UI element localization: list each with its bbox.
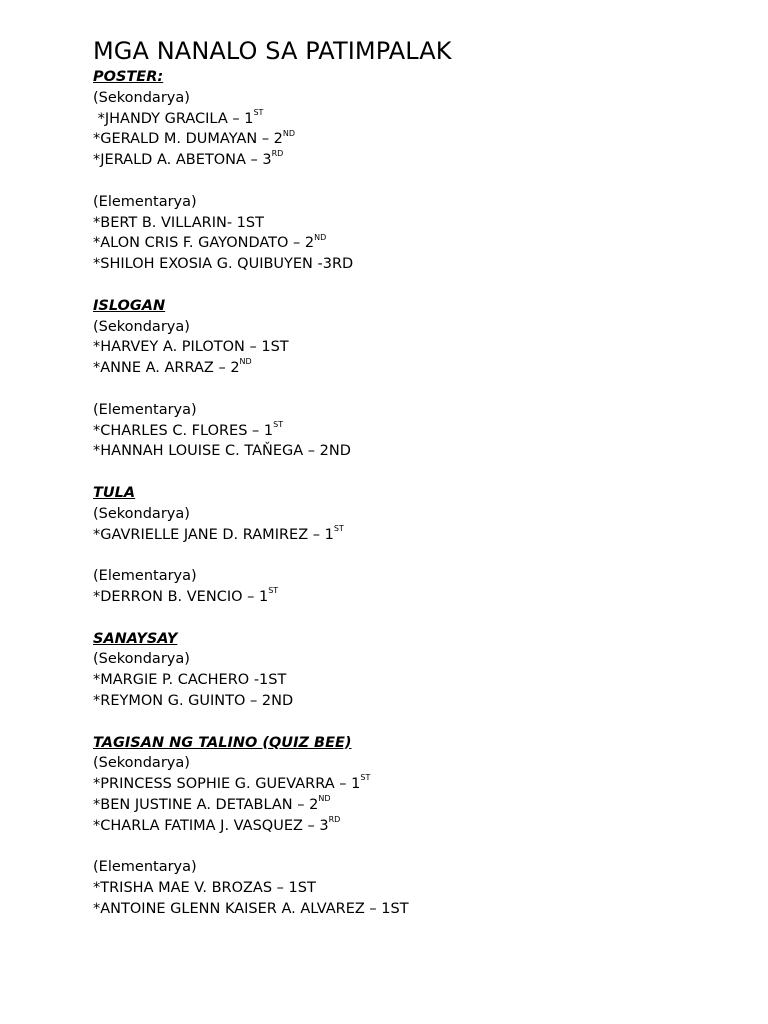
list-item-text: *DERRON B. VENCIO – 1	[93, 588, 269, 605]
list-item	[93, 254, 733, 275]
list-item-text: *ANNE A. ARRAZ – 2	[93, 360, 240, 377]
blank-line	[93, 379, 733, 400]
category-heading	[93, 483, 733, 504]
list-item	[93, 233, 733, 254]
ordinal-suffix: ND	[282, 128, 296, 138]
blank-line	[93, 836, 733, 857]
list-item	[93, 649, 733, 670]
category-heading	[93, 67, 733, 88]
list-item	[93, 525, 733, 546]
ordinal-suffix: ST	[273, 419, 284, 429]
ordinal-suffix: ND	[239, 357, 252, 367]
category-heading	[93, 733, 733, 754]
list-item	[93, 670, 733, 691]
list-item	[93, 421, 733, 442]
blank-line	[93, 545, 733, 566]
list-item-text: *GAVRIELLE JANE D. RAMIREZ – 1	[93, 526, 334, 543]
list-item-text: (Sekondarya)	[93, 318, 190, 335]
ordinal-suffix: ST	[333, 523, 344, 533]
list-item-text: *ANTOINE GLENN KAISER A. ALVAREZ – 1ST	[93, 900, 409, 917]
list-item	[93, 566, 733, 587]
blank-line	[93, 462, 733, 483]
list-item-text: (Sekondarya)	[93, 89, 190, 106]
list-item	[93, 878, 733, 899]
list-item	[93, 400, 733, 421]
page-title: MGA NANALO SA PATIMPALAK	[93, 37, 452, 65]
ordinal-suffix: RD	[328, 814, 341, 824]
ordinal-suffix: ND	[318, 794, 331, 804]
list-item	[93, 504, 733, 525]
blank-line	[93, 275, 733, 296]
list-item-text: (Elementarya)	[93, 193, 197, 210]
ordinal-suffix: ND	[314, 232, 327, 242]
list-item-text: (Sekondarya)	[93, 755, 190, 772]
list-item-text: *CHARLA FATIMA J. VASQUEZ – 3	[93, 817, 329, 834]
list-item	[93, 753, 733, 774]
list-item	[93, 795, 733, 816]
list-item-text: *PRINCESS SOPHIE G. GUEVARRA – 1	[93, 776, 361, 793]
ordinal-suffix: ST	[360, 773, 371, 783]
list-item-text: *HANNAH LOUISE C. TAŇEGA – 2ND	[93, 443, 351, 460]
category-heading-text: ISLOGAN	[93, 297, 166, 314]
list-item-text: *REYMON G. GUINTO – 2ND	[93, 692, 294, 709]
list-item-text: (Sekondarya)	[93, 651, 190, 668]
category-heading	[93, 629, 733, 650]
list-item-text: (Elementarya)	[93, 568, 197, 585]
ordinal-suffix: ST	[253, 107, 264, 117]
ordinal-suffix: ST	[268, 586, 279, 596]
list-item	[93, 587, 733, 608]
list-item-text: *HARVEY A. PILOTON – 1ST	[93, 339, 289, 356]
list-item	[93, 774, 733, 795]
list-item-text: *JHANDY GRACILA – 1	[93, 110, 254, 127]
list-item	[93, 88, 733, 109]
list-item-text: (Elementarya)	[93, 401, 197, 418]
list-item-text: *BEN JUSTINE A. DETABLAN – 2	[93, 796, 319, 813]
list-item	[93, 857, 733, 878]
list-item-text: *TRISHA MAE V. BROZAS – 1ST	[93, 880, 316, 897]
ordinal-suffix: RD	[271, 149, 284, 159]
blank-line	[93, 712, 733, 733]
list-item	[93, 192, 733, 213]
list-item-text: (Sekondarya)	[93, 505, 190, 522]
list-item	[93, 150, 733, 171]
category-heading-text: TAGISAN NG TALINO (QUIZ BEE)	[93, 734, 352, 751]
list-item	[93, 816, 733, 837]
list-item-text: (Elementarya)	[93, 859, 197, 876]
list-item-text: *SHILOH EXOSIA G. QUIBUYEN -3RD	[93, 256, 354, 273]
list-item-text: *CHARLES C. FLORES – 1	[93, 422, 274, 439]
winners-list	[93, 67, 733, 920]
list-item	[93, 317, 733, 338]
category-heading-text: TULA	[93, 484, 136, 501]
list-item-text: *ALON CRIS F. GAYONDATO – 2	[93, 235, 315, 252]
document-page	[93, 36, 733, 920]
category-heading-text: POSTER:	[93, 69, 164, 85]
list-item-text: *JERALD A. ABETONA – 3	[93, 152, 272, 169]
category-heading	[93, 296, 733, 317]
list-item	[93, 109, 733, 130]
category-heading-text: SANAYSAY	[93, 630, 178, 647]
list-item	[93, 213, 733, 234]
list-item	[93, 129, 733, 150]
list-item-text: *MARGIE P. CACHERO -1ST	[93, 672, 287, 689]
list-item	[93, 899, 733, 920]
list-item	[93, 358, 733, 379]
list-item-text: *GERALD M. DUMAYAN – 2	[93, 131, 283, 148]
list-item	[93, 337, 733, 358]
list-item-text: *BERT B. VILLARIN- 1ST	[93, 214, 264, 231]
list-item	[93, 691, 733, 712]
blank-line	[93, 608, 733, 629]
list-item	[93, 441, 733, 462]
blank-line	[93, 171, 733, 192]
